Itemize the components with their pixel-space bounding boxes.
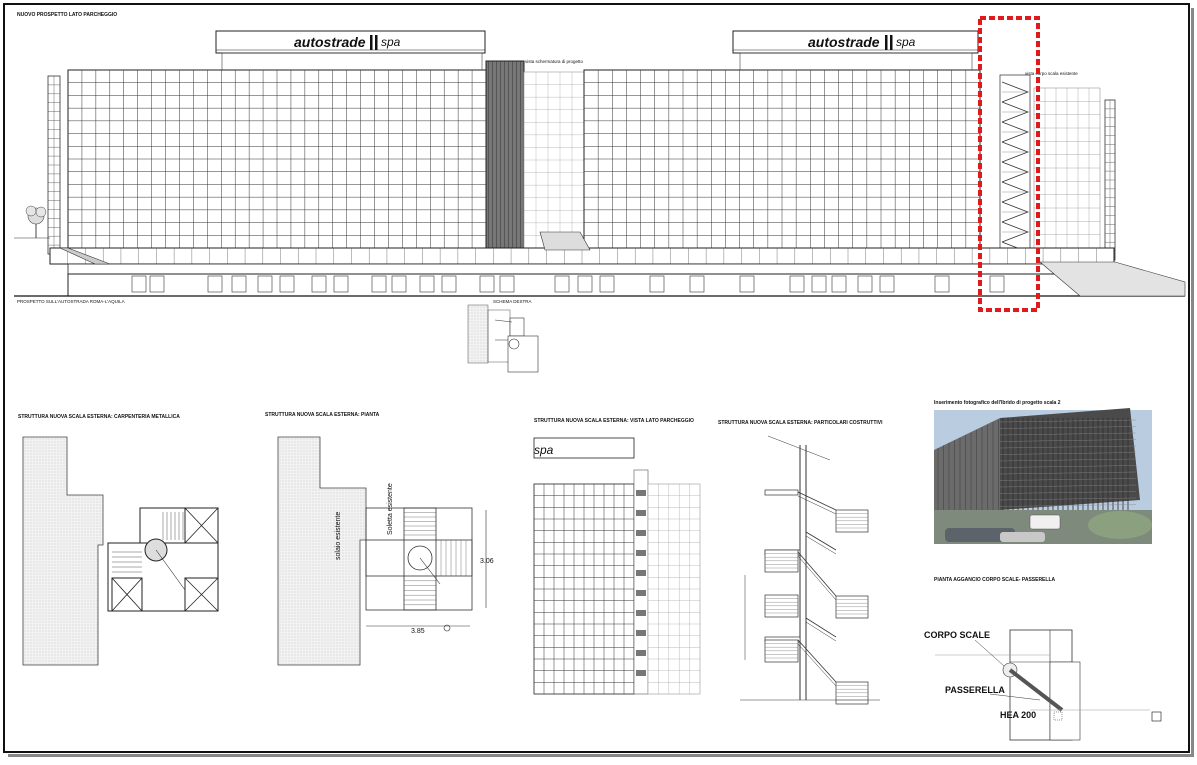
pianta-solaio-label: solaio esistente bbox=[335, 511, 342, 560]
carpenteria-frame bbox=[108, 508, 218, 611]
pianta-title: STRUTTURA NUOVA SCALA ESTERNA: PIANTA bbox=[265, 412, 380, 418]
brand-suffix-right: spa bbox=[896, 35, 916, 49]
foto-title: Inserimento fotografico dell'Ibrido di progetto scala 2 bbox=[934, 400, 1061, 406]
elevation-subtitle: PROSPETTO SULL'AUTOSTRADA ROMA-L'AQUILA bbox=[17, 299, 125, 304]
dim-vertical: 3.06 bbox=[480, 558, 494, 565]
panel-vista bbox=[534, 418, 700, 694]
label-vista-schermatura: vista schermatura di progetto bbox=[525, 59, 584, 64]
roof-sign-right bbox=[733, 31, 978, 70]
panel-pianta bbox=[265, 412, 494, 665]
pianta-soletta-label: Soletta esistente bbox=[387, 483, 394, 535]
brand-suffix-left: spa bbox=[381, 35, 401, 49]
panel-carpenteria bbox=[18, 414, 218, 665]
aggancio-hea: HEA 200 bbox=[1000, 710, 1037, 720]
particolari-stair-section bbox=[740, 436, 880, 704]
brand-name-right: autostrade bbox=[808, 34, 880, 50]
schema-detail bbox=[468, 299, 538, 372]
vista-stair-column bbox=[634, 470, 648, 694]
tower-left bbox=[48, 76, 60, 254]
vista-title: STRUTTURA NUOVA SCALA ESTERNA: VISTA LATO PARCHEGGIO bbox=[534, 418, 694, 424]
dim-horizontal: 3.85 bbox=[411, 628, 425, 635]
stair-screen-existing bbox=[486, 61, 524, 269]
aggancio-corpo-scale: CORPO SCALE bbox=[924, 630, 991, 640]
roof-sign-left bbox=[216, 31, 485, 70]
spiral-stair bbox=[1000, 75, 1030, 265]
carpenteria-title: STRUTTURA NUOVA SCALA ESTERNA: CARPENTERIA METALLICA bbox=[18, 414, 180, 420]
brand-name-left: autostrade bbox=[294, 34, 366, 50]
tree-icon bbox=[26, 206, 46, 238]
panel-foto bbox=[934, 400, 1152, 544]
existing-slab-hatch bbox=[23, 437, 103, 665]
vista-brand-suffix: spa bbox=[534, 443, 554, 457]
label-vista-corpo: vista corpo scala esistente bbox=[1025, 71, 1078, 76]
panel-aggancio bbox=[924, 577, 1161, 740]
pianta-slab-hatch bbox=[278, 437, 366, 665]
particolari-title: STRUTTURA NUOVA SCALA ESTERNA: PARTICOLARI COSTRUTTIVI bbox=[718, 420, 883, 426]
building-elevation bbox=[14, 12, 1185, 310]
aggancio-title: PIANTA AGGANCIO CORPO SCALE- PASSERELLA bbox=[934, 577, 1056, 583]
podium-band bbox=[68, 264, 1114, 274]
aggancio-passerella: PASSERELLA bbox=[945, 685, 1005, 695]
schema-title: SCHEMA DESTRA bbox=[493, 299, 532, 304]
elevation-title: NUOVO PROSPETTO LATO PARCHEGGIO bbox=[17, 12, 118, 18]
panel-particolari bbox=[718, 420, 883, 704]
pianta-stair-plan bbox=[366, 508, 472, 610]
building-photo bbox=[934, 408, 1152, 544]
